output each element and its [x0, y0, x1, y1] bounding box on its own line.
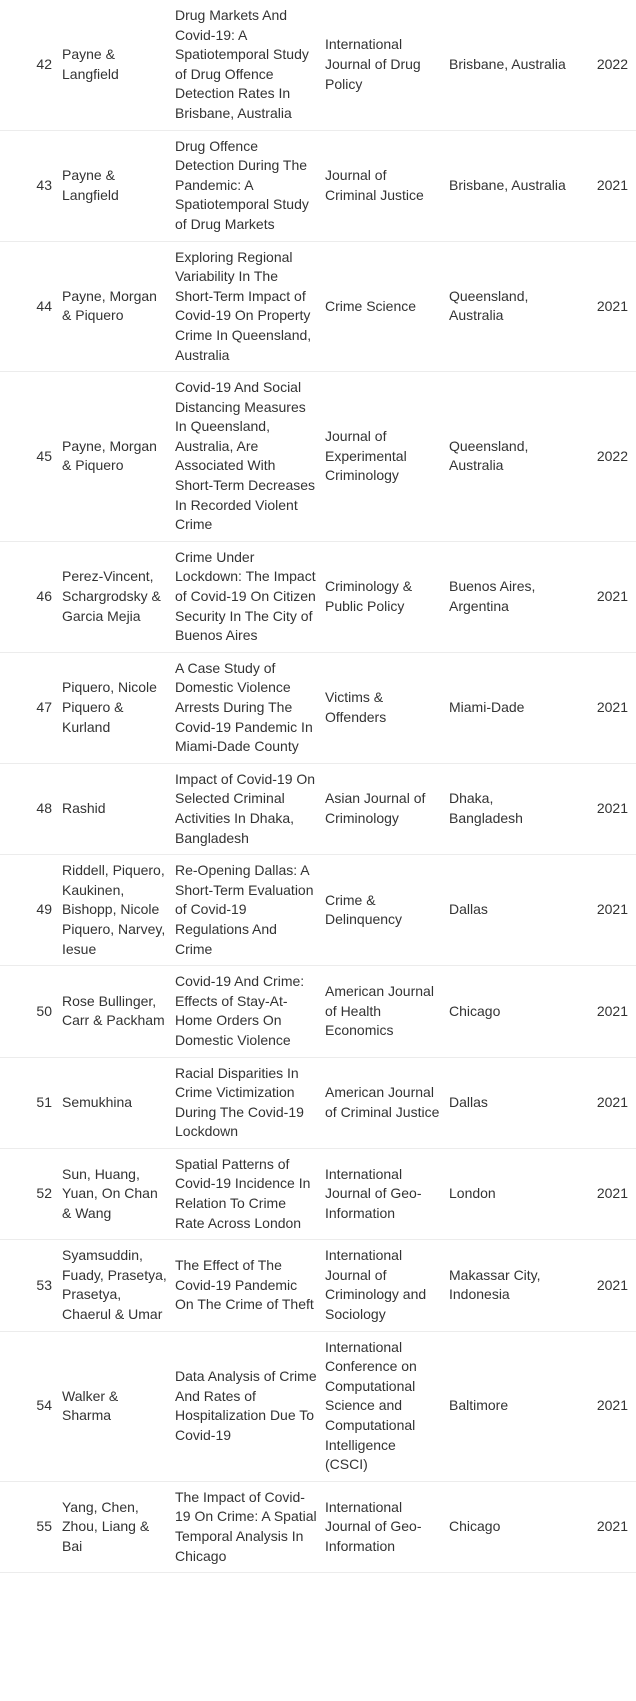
row-number: 48 [0, 763, 58, 854]
journal-cell: Asian Journal of Criminology [321, 763, 445, 854]
year-cell: 2021 [571, 1148, 636, 1239]
location-cell: Brisbane, Australia [445, 130, 571, 241]
table-row [0, 1057, 636, 1148]
location-cell: London [445, 1148, 571, 1239]
row-number: 49 [0, 855, 58, 966]
title-cell: A Case Study of Domestic Violence Arrests During The Covid-19 Pandemic In Miami-Dade County [171, 652, 321, 763]
year-cell: 2021 [571, 1057, 636, 1148]
authors-cell: Semukhina [58, 1057, 171, 1148]
table-row [0, 855, 636, 966]
year-cell: 2021 [571, 763, 636, 854]
authors-cell: Piquero, Nicole Piquero & Kurland [58, 652, 171, 763]
journal-cell: American Journal of Health Economics [321, 966, 445, 1057]
table-row [0, 1240, 636, 1331]
authors-cell: Sun, Huang, Yuan, On Chan & Wang [58, 1148, 171, 1239]
table-row [0, 0, 636, 130]
journal-cell: International Journal of Geo-Information [321, 1481, 445, 1572]
row-number: 50 [0, 966, 58, 1057]
year-cell: 2021 [571, 1481, 636, 1572]
row-number: 51 [0, 1057, 58, 1148]
authors-cell: Payne & Langfield [58, 130, 171, 241]
location-cell: Buenos Aires, Argentina [445, 541, 571, 652]
row-number: 46 [0, 541, 58, 652]
row-number: 52 [0, 1148, 58, 1239]
authors-cell: Payne & Langfield [58, 0, 171, 130]
journal-cell: International Conference on Computational Science and Computational Intelligence (CSCI) [321, 1331, 445, 1481]
row-number: 55 [0, 1481, 58, 1572]
authors-cell: Riddell, Piquero, Kaukinen, Bishopp, Nicole Piquero, Narvey, Iesue [58, 855, 171, 966]
authors-cell: Rose Bullinger, Carr & Packham [58, 966, 171, 1057]
year-cell: 2021 [571, 652, 636, 763]
authors-cell: Payne, Morgan & Piquero [58, 241, 171, 372]
journal-cell: Crime Science [321, 241, 445, 372]
row-number: 42 [0, 0, 58, 130]
year-cell: 2021 [571, 855, 636, 966]
table-row [0, 652, 636, 763]
row-number: 54 [0, 1331, 58, 1481]
title-cell: Covid-19 And Crime: Effects of Stay-At-Home Orders On Domestic Violence [171, 966, 321, 1057]
location-cell: Dhaka, Bangladesh [445, 763, 571, 854]
year-cell: 2022 [571, 372, 636, 542]
title-cell: The Impact of Covid-19 On Crime: A Spatial Temporal Analysis In Chicago [171, 1481, 321, 1572]
journal-cell: Journal of Experimental Criminology [321, 372, 445, 542]
row-number: 45 [0, 372, 58, 542]
location-cell: Makassar City, Indonesia [445, 1240, 571, 1331]
journal-cell: Journal of Criminal Justice [321, 130, 445, 241]
year-cell: 2021 [571, 1331, 636, 1481]
journal-cell: International Journal of Geo-Information [321, 1148, 445, 1239]
year-cell: 2021 [571, 966, 636, 1057]
authors-cell: Walker & Sharma [58, 1331, 171, 1481]
title-cell: Covid-19 And Social Distancing Measures In Queensland, Australia, Are Associated With Short-Term Decreases In Recorded Violent Crime [171, 372, 321, 542]
authors-cell: Syamsuddin, Fuady, Prasetya, Prasetya, Chaerul & Umar [58, 1240, 171, 1331]
location-cell: Miami-Dade [445, 652, 571, 763]
year-cell: 2021 [571, 130, 636, 241]
title-cell: The Effect of The Covid-19 Pandemic On The Crime of Theft [171, 1240, 321, 1331]
title-cell: Drug Markets And Covid-19: A Spatiotemporal Study of Drug Offence Detection Rates In Brisbane, Australia [171, 0, 321, 130]
title-cell: Exploring Regional Variability In The Short-Term Impact of Covid-19 On Property Crime In Queensland, Australia [171, 241, 321, 372]
table-row [0, 372, 636, 542]
authors-cell: Perez-Vincent, Schargrodsky & Garcia Mejia [58, 541, 171, 652]
journal-cell: International Journal of Drug Policy [321, 0, 445, 130]
location-cell: Queensland, Australia [445, 372, 571, 542]
row-number: 47 [0, 652, 58, 763]
title-cell: Drug Offence Detection During The Pandemic: A Spatiotemporal Study of Drug Markets [171, 130, 321, 241]
row-number: 44 [0, 241, 58, 372]
row-number: 53 [0, 1240, 58, 1331]
journal-cell: Criminology & Public Policy [321, 541, 445, 652]
title-cell: Re-Opening Dallas: A Short-Term Evaluation of Covid-19 Regulations And Crime [171, 855, 321, 966]
table-row [0, 966, 636, 1057]
table-row [0, 1481, 636, 1572]
table-row [0, 241, 636, 372]
title-cell: Impact of Covid-19 On Selected Criminal Activities In Dhaka, Bangladesh [171, 763, 321, 854]
journal-cell: International Journal of Criminology and Sociology [321, 1240, 445, 1331]
location-cell: Chicago [445, 1481, 571, 1572]
title-cell: Crime Under Lockdown: The Impact of Covid-19 On Citizen Security In The City of Buenos Aires [171, 541, 321, 652]
table-row [0, 130, 636, 241]
journal-cell: Crime & Delinquency [321, 855, 445, 966]
journal-cell: American Journal of Criminal Justice [321, 1057, 445, 1148]
table-row [0, 1148, 636, 1239]
year-cell: 2022 [571, 0, 636, 130]
title-cell: Data Analysis of Crime And Rates of Hospitalization Due To Covid-19 [171, 1331, 321, 1481]
year-cell: 2021 [571, 1240, 636, 1331]
authors-cell: Payne, Morgan & Piquero [58, 372, 171, 542]
row-number: 43 [0, 130, 58, 241]
table-row [0, 1331, 636, 1481]
journal-cell: Victims & Offenders [321, 652, 445, 763]
location-cell: Queensland, Australia [445, 241, 571, 372]
table-row [0, 763, 636, 854]
year-cell: 2021 [571, 541, 636, 652]
location-cell: Dallas [445, 855, 571, 966]
year-cell: 2021 [571, 241, 636, 372]
authors-cell: Yang, Chen, Zhou, Liang & Bai [58, 1481, 171, 1572]
location-cell: Chicago [445, 966, 571, 1057]
table-row [0, 541, 636, 652]
location-cell: Baltimore [445, 1331, 571, 1481]
authors-cell: Rashid [58, 763, 171, 854]
title-cell: Spatial Patterns of Covid-19 Incidence In Relation To Crime Rate Across London [171, 1148, 321, 1239]
location-cell: Dallas [445, 1057, 571, 1148]
title-cell: Racial Disparities In Crime Victimization During The Covid-19 Lockdown [171, 1057, 321, 1148]
location-cell: Brisbane, Australia [445, 0, 571, 130]
